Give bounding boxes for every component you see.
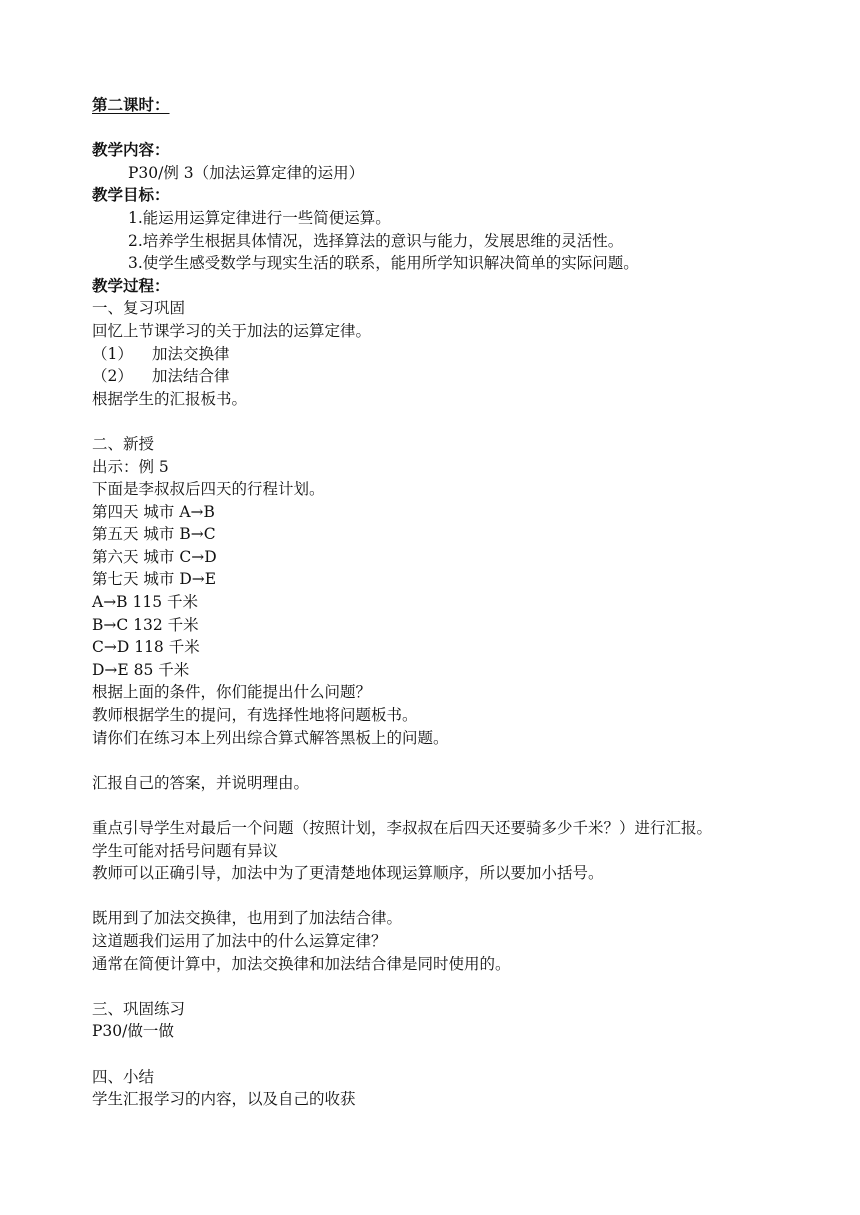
distance-item: C→D 118 千米	[92, 638, 200, 657]
lesson-document	[92, 94, 832, 1111]
which-law-text: 这道题我们运用了加法中的什么运算定律？	[92, 931, 387, 950]
report-text: 汇报自己的答案，并说明理由。	[92, 773, 310, 792]
spacer	[92, 410, 832, 433]
process-heading: 教学过程：	[92, 276, 170, 295]
distance-item: A→B 115 千米	[92, 593, 199, 612]
review-note: 根据学生的汇报板书。	[92, 389, 248, 408]
goal-item: 2.培养学生根据具体情况，选择算法的意识与能力，发展思维的灵活性。	[128, 231, 624, 250]
spacer	[92, 885, 832, 908]
task-text: 请你们在练习本上列出综合算式解答黑板上的问题。	[92, 728, 449, 747]
review-heading: 一、复习巩固	[92, 299, 186, 318]
review-item	[92, 343, 832, 366]
distance-item: D→E 85 千米	[92, 660, 190, 679]
spacer	[92, 794, 832, 817]
both-laws-text: 既用到了加法交换律，也用到了加法结合律。	[92, 909, 403, 928]
review-intro: 回忆上节课学习的关于加法的运算定律。	[92, 321, 372, 340]
example-show: 出示：例 5	[92, 457, 169, 476]
goals-heading: 教学目标：	[92, 186, 170, 205]
spacer	[92, 749, 832, 772]
new-lesson-heading: 二、新授	[92, 434, 155, 453]
focus-text: 重点引导学生对最后一个问题（按照计划，李叔叔在后四天还要骑多少千米？）进行汇报。	[92, 819, 713, 837]
usually-text: 通常在简便计算中，加法交换律和加法结合律是同时使用的。	[92, 954, 511, 973]
review-item	[92, 365, 832, 388]
plan-intro: 下面是李叔叔后四天的行程计划。	[92, 480, 325, 499]
question-prompt: 根据上面的条件，你们能提出什么问题？	[92, 683, 372, 702]
spacer	[92, 975, 832, 998]
review-item-text: 加法交换律	[152, 344, 230, 363]
spacer	[92, 117, 832, 140]
lesson-title: 第二课时：	[92, 96, 170, 114]
review-item-number: （1）	[92, 344, 133, 363]
spacer	[92, 1043, 832, 1066]
summary-heading: 四、小结	[92, 1067, 155, 1086]
goal-item: 1.能运用运算定律进行一些简便运算。	[128, 208, 391, 227]
schedule-item: 第六天 城市 C→D	[92, 547, 217, 566]
guidance-text: 教师可以正确引导，加法中为了更清楚地体现运算顺序，所以要加小括号。	[92, 864, 604, 883]
schedule-item: 第五天 城市 B→C	[92, 525, 216, 544]
practice-text: P30/做一做	[92, 1022, 174, 1041]
schedule-item: 第七天 城市 D→E	[92, 570, 217, 589]
schedule-item: 第四天 城市 A→B	[92, 502, 215, 521]
doubt-text: 学生可能对括号问题有异议	[92, 841, 279, 860]
goal-item: 3.使学生感受数学与现实生活的联系，能用所学知识解决简单的实际问题。	[128, 254, 639, 273]
summary-text: 学生汇报学习的内容，以及自己的收获	[92, 1090, 356, 1109]
review-item-text: 加法结合律	[152, 367, 230, 386]
teacher-note: 教师根据学生的提问，有选择性地将问题板书。	[92, 706, 418, 725]
content-heading: 教学内容：	[92, 141, 170, 160]
review-item-number: （2）	[92, 367, 133, 386]
practice-heading: 三、巩固练习	[92, 999, 186, 1018]
content-text: P30/例 3（加法运算定律的运用）	[128, 163, 365, 182]
distance-item: B→C 132 千米	[92, 615, 199, 634]
